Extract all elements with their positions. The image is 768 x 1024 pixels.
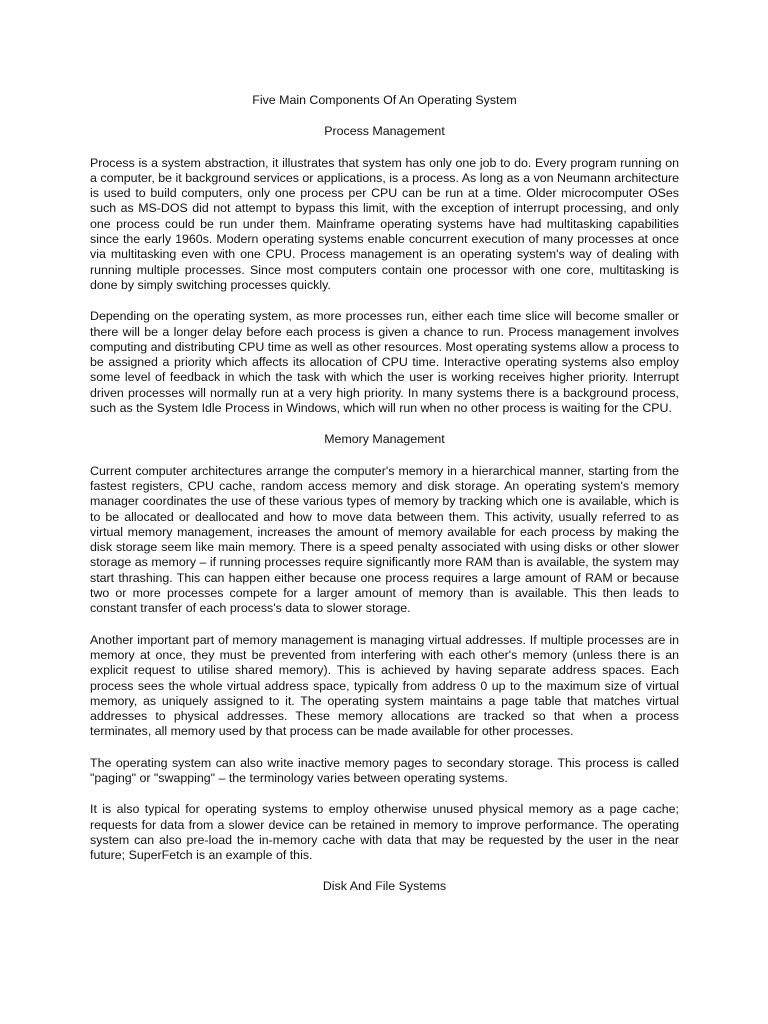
section-process-management bbox=[90, 124, 679, 416]
paragraph: Another important part of memory management is managing virtual addresses. If multiple processes are in memory at once, they must be prevented from interfering with each other's memory (unless there is an explicit request to utilise shared memory). This is achieved by having separate address spaces. Each process sees the whole virtual address space, typically from address 0 up to the maximum size of virtual memory, as uniquely assigned to it. The operating system maintains a page table that matches virtual addresses to physical addresses. These memory allocations are tracked so that when a process terminates, all memory used by that process can be made available for other processes. bbox=[90, 632, 679, 739]
section-heading: Memory Management bbox=[324, 432, 445, 447]
section-heading: Disk And File Systems bbox=[322, 879, 447, 894]
paragraph: It is also typical for operating systems to employ otherwise unused physical memory as a page cache; requests for data from a slower device can be retained in memory to improve performance. The operating system can also pre-load the in-memory cache with data that may be requested by the user in the near future; SuperFetch is an example of this. bbox=[90, 802, 679, 863]
document-body bbox=[90, 93, 679, 911]
section-heading: Process Management bbox=[324, 124, 445, 139]
paragraph: Depending on the operating system, as more processes run, either each time slice will become smaller or there will be a longer delay before each process is given a chance to run. Process management involves computing and distributing CPU time as well as other resources. Most operating systems allow a process to be assigned a priority which affects its allocation of CPU time. Interactive operating systems also employ some level of feedback in which the task with which the user is working receives higher priority. Interrupt driven processes will normally run at a very high priority. In many systems there is a background process, such as the System Idle Process in Windows, which will run when no other process is waiting for the CPU. bbox=[90, 309, 679, 416]
paragraph: Current computer architectures arrange the computer's memory in a hierarchical manner, starting from the fastest registers, CPU cache, random access memory and disk storage. An operating system's memory manager coordinates the use of these various types of memory by tracking which one is available, which is to be allocated or deallocated and how to move data between them. This activity, usually referred to as virtual memory management, increases the amount of memory available for each process by making the disk storage seem like main memory. There is a speed penalty associated with using disks or other slower storage as memory – if running processes require significantly more RAM than is available, the system may start thrashing. This can happen either because one process requires a large amount of RAM or because two or more processes compete for a larger amount of memory than is available. This then leads to constant transfer of each process's data to slower storage. bbox=[90, 463, 679, 616]
section-memory-management bbox=[90, 432, 679, 863]
paragraph: The operating system can also write inactive memory pages to secondary storage. This process is called "paging" or "swapping" – the terminology varies between operating systems. bbox=[90, 755, 679, 785]
document-title: Five Main Components Of An Operating System bbox=[252, 93, 517, 107]
paragraph: Process is a system abstraction, it illustrates that system has only one job to do. Every program running on a computer, be it background services or applications, is a process. As long as a von Neumann architecture is used to build computers, only one process per CPU can be run at a time. Older microcomputer OSes such as MS-DOS did not attempt to bypass this limit, with the exception of interrupt processing, and only one process could be run under them. Mainframe operating systems have had multitasking capabilities since the early 1960s. Modern operating systems enable concurrent execution of many processes at once via multitasking even with one CPU. Process management is an operating system's way of dealing with running multiple processes. Since most computers contain one processor with one core, multitasking is done by simply switching processes quickly. bbox=[90, 155, 679, 292]
section-disk-and-file-systems bbox=[90, 879, 679, 894]
